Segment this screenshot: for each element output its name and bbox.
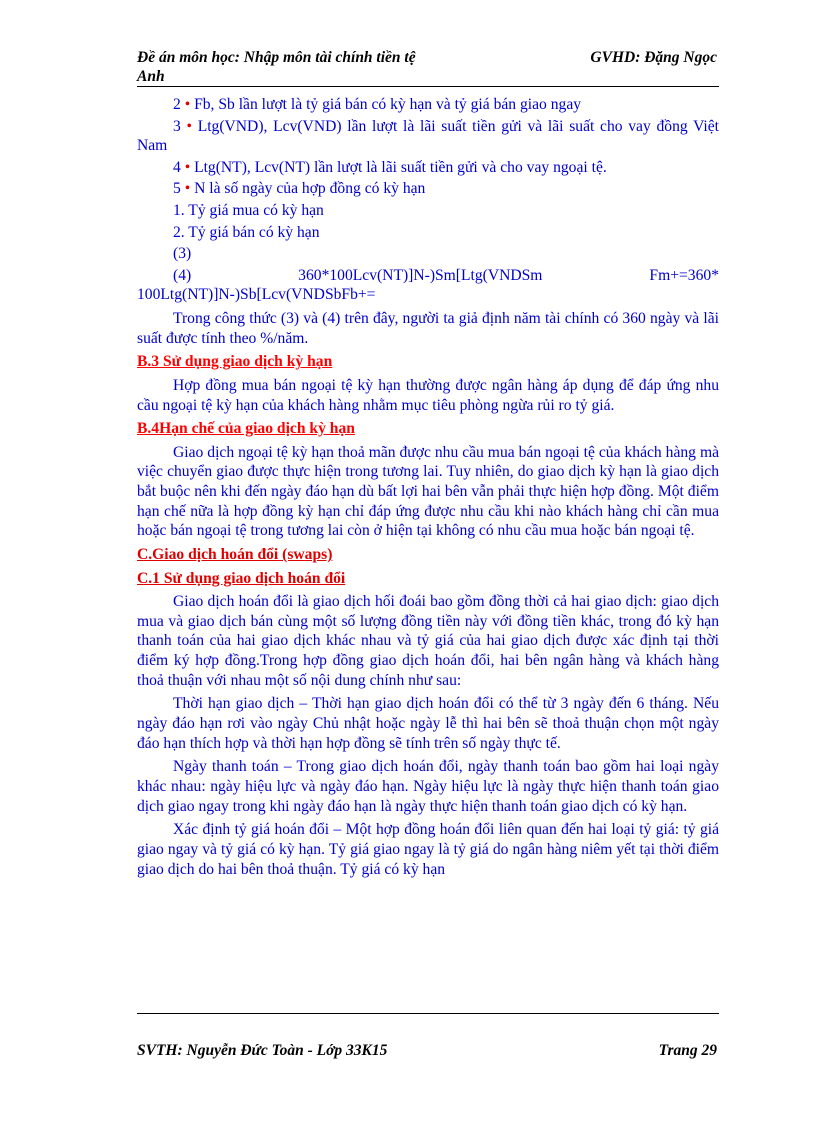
formula-continuation: 100Ltg(NT)]N-)Sb[Lcv(VNDSbFb+= <box>137 286 376 304</box>
header-course-title: Đề án môn học: Nhập môn tài chính tiền tệ Anh <box>137 49 416 85</box>
paragraph: Trong công thức (3) và (4) trên đây, người ta giả định năm tài chính có 360 ngày và lãi suất được tính theo %/năm. <box>137 309 719 347</box>
paragraph: Ngày thanh toán – Trong giao dịch hoán đổi, ngày thanh toán bao gồm hai loại ngày khác nhau: ngày hiệu lực và ngày đáo hạn. Ngày hiệu lực là ngày thực hiện thanh toán giao dịch giao ngay trong khi ngày đáo hạn là ngày thực hiện thanh toán giao dịch có kỳ hạn. <box>137 758 719 815</box>
footer-student: SVTH: Nguyễn Đức Toàn - Lớp 33K15 <box>137 1042 388 1059</box>
paragraph: Giao dịch ngoại tệ kỳ hạn thoả mãn được nhu cầu mua bán ngoại tệ của khách hàng mà việc chuyển giao được thực hiện trong tương lai. Tuy nhiên, do giao dịch kỳ hạn là giao dịch bắt buộc nên khi đến ngày đáo hạn dù bất lợi hai bên vẫn phải thực hiện hợp đồng. Một điểm hạn chế nữa là hợp đồng kỳ hạn chỉ đáp ứng được nhu cầu khi nào khách hàng chỉ cần mua hoặc bán ngoại tệ trong tương lai còn ở hiện tại không có nhu cầu mua hoặc bán ngoại tệ. <box>137 443 719 540</box>
section-heading-b3: B.3 Sử dụng giao dịch kỳ hạn <box>137 353 333 371</box>
formula-line: (4) 360*100Lcv(NT)]N-)Sm[Ltg(VNDSm Fm+=360* <box>173 266 719 284</box>
section-heading-c: C.Giao dịch hoán đổi (swaps) <box>137 546 333 564</box>
section-heading-c1: C.1 Sử dụng giao dịch hoán đổi <box>137 569 346 587</box>
list-item: 5 • N là số ngày của hợp đồng có kỳ hạn <box>173 180 426 198</box>
list-item: 2. Tỷ giá bán có kỳ hạn <box>173 223 320 241</box>
list-item: 1. Tỷ giá mua có kỳ hạn <box>173 201 324 219</box>
section-heading-b4: B.4Hạn chế của giao dịch kỳ hạn <box>137 420 355 438</box>
paragraph: Thời hạn giao dịch – Thời hạn giao dịch hoán đổi có thể từ 3 ngày đến 6 tháng. Nếu ngày đáo hạn rơi vào ngày Chủ nhật hoặc ngày lễ thì hai bên sẽ thoả thuận chọn một ngày đáo hạn thích hợp và thời hạn hợp đồng sẽ tính trên số ngày thực tế. <box>137 695 719 752</box>
list-item: 4 • Ltg(NT), Lcv(NT) lần lượt là lãi suất tiền gửi và cho vay ngoại tệ. <box>173 158 607 176</box>
page-body <box>137 95 719 883</box>
page-number: Trang 29 <box>658 1042 717 1059</box>
page-footer <box>137 1013 719 1064</box>
list-item: (3) <box>173 245 192 263</box>
paragraph: Hợp đồng mua bán ngoại tệ kỳ hạn thường được ngân hàng áp dụng để đáp ứng nhu cầu ngoại tệ kỳ hạn của khách hàng nhằm mục tiêu phòng ngừa rủi ro tỷ giá. <box>137 376 719 414</box>
page-header <box>137 46 719 87</box>
list-item: 3 • Ltg(VND), Lcv(VND) lần lượt là lãi suất tiền gửi và lãi suất cho vay đồng Việt Nam <box>137 117 719 155</box>
list-item: 2 • Fb, Sb lần lượt là tỷ giá bán có kỳ hạn và tỷ giá bán giao ngay <box>173 96 582 113</box>
paragraph: Xác định tỷ giá hoán đổi – Một hợp đồng hoán đổi liên quan đến hai loại tỷ giá: tỷ giá giao ngay và tỷ giá có kỳ hạn. Tỷ giá giao ngay là tỷ giá do ngân hàng niêm yết tại thời điểm giao dịch do hai bên thoả thuận. Tỷ giá có kỳ hạn <box>137 821 719 878</box>
header-instructor: GVHD: Đặng Ngọc <box>590 49 717 66</box>
paragraph: Giao dịch hoán đổi là giao dịch hối đoái bao gồm đồng thời cả hai giao dịch: giao dịch mua và giao dịch bán cùng một số lượng đồng tiền này với đồng tiền khác, trong đó kỳ hạn thanh toán của hai giao dịch khác nhau và tỷ giá của hai giao dịch được xác định tại thời điểm ký hợp đồng.Trong hợp đồng giao dịch hoán đổi, hai bên ngân hàng và khách hàng thoả thuận với nhau một số nội dung chính như sau: <box>137 593 719 689</box>
